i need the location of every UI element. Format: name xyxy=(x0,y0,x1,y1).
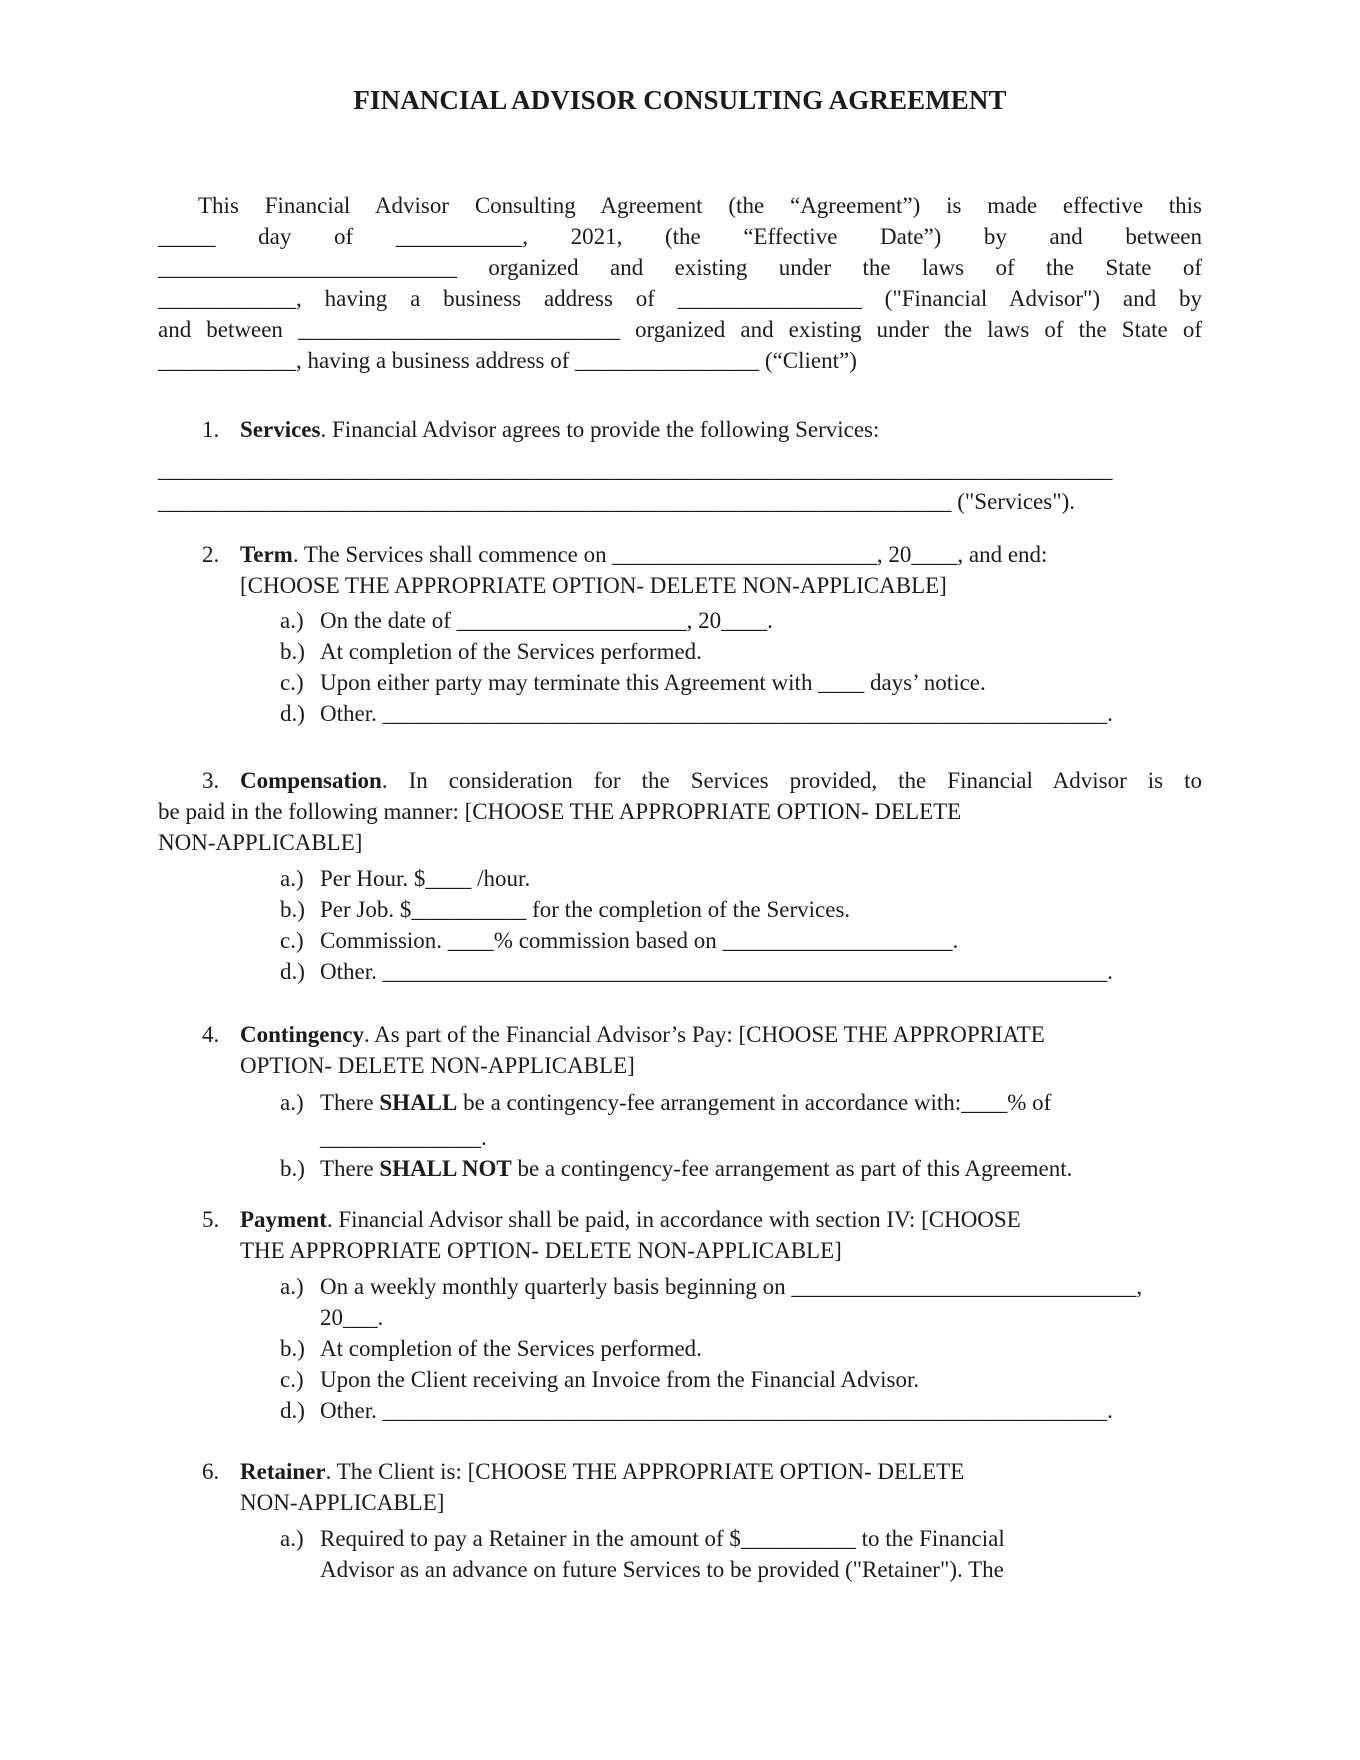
item-marker: b.) xyxy=(280,639,305,664)
services-blank: _____________________________________________________________________ xyxy=(158,489,952,514)
intro-line-2: _____ day of ___________, 2021, (the “Effective Date”) by and between xyxy=(158,224,1202,249)
list-item xyxy=(240,1153,1202,1184)
section-contingency-heading xyxy=(240,1019,1202,1050)
services-blank-line-2 xyxy=(158,486,1202,518)
section-contingency-instruction: OPTION- DELETE NON-APPLICABLE] xyxy=(240,1053,635,1078)
item-text: On the date of ____________________, 20____. xyxy=(320,608,773,633)
section-compensation-options xyxy=(158,863,1202,987)
intro-line-4: ____________, having a business address of ________________ ("Financial Advisor") and by xyxy=(158,286,1202,311)
services-fill-in-lines xyxy=(158,454,1202,518)
section-compensation-line3: NON-APPLICABLE] xyxy=(158,830,363,855)
item-text: Per Hour. $____ /hour. xyxy=(320,866,531,891)
intro-line-1: This Financial Advisor Consulting Agreement (the “Agreement”) is made effective this xyxy=(198,193,1202,218)
intro-line-6: ____________, having a business address of ________________ (“Client”) xyxy=(158,348,857,373)
item-marker: b.) xyxy=(280,1156,305,1181)
item-marker: a.) xyxy=(280,608,304,633)
item-blank-line: ______________. xyxy=(320,1125,487,1150)
section-payment-number: 5. xyxy=(202,1207,220,1232)
item-marker: a.) xyxy=(280,1274,304,1299)
list-item xyxy=(240,1364,1202,1395)
item-marker: c.) xyxy=(280,1367,304,1392)
item-marker: d.) xyxy=(280,1398,305,1423)
item-marker: a.) xyxy=(280,1090,304,1115)
list-item xyxy=(240,1333,1202,1364)
item-text-bold: SHALL xyxy=(379,1090,458,1115)
list-item xyxy=(240,1087,1202,1153)
list-item xyxy=(240,698,1202,729)
section-payment-text: . Financial Advisor shall be paid, in accordance with section IV: [CHOOSE xyxy=(326,1207,1021,1232)
item-text-post: be a contingency-fee arrangement in accordance with:____% of xyxy=(457,1090,1052,1115)
section-term-label: Term xyxy=(240,542,293,567)
item-text: Commission. ____% commission based on ____________________. xyxy=(320,928,959,953)
item-text-post: be a contingency-fee arrangement as part of this Agreement. xyxy=(511,1156,1073,1181)
section-term-heading xyxy=(240,539,1202,570)
services-blank-suffix: ("Services"). xyxy=(951,489,1076,514)
section-payment xyxy=(158,1204,1202,1426)
section-contingency xyxy=(158,1019,1202,1184)
section-services xyxy=(158,414,1202,445)
item-marker: d.) xyxy=(280,959,305,984)
section-services-text: . Financial Advisor agrees to provide the following Services: xyxy=(320,417,880,442)
list-item xyxy=(240,1523,1202,1585)
section-compensation-label: Compensation xyxy=(240,768,382,793)
section-services-label: Services xyxy=(240,417,321,442)
section-compensation xyxy=(158,765,1202,987)
list-item xyxy=(158,925,1202,956)
section-retainer xyxy=(158,1456,1202,1585)
section-retainer-label: Retainer xyxy=(240,1459,326,1484)
intro-line-5: and between ____________________________ organized and existing under the laws of the State of xyxy=(158,317,1202,342)
item-marker: b.) xyxy=(280,897,305,922)
list-item xyxy=(158,863,1202,894)
section-contingency-text: . As part of the Financial Advisor’s Pay: [CHOOSE THE APPROPRIATE xyxy=(363,1022,1045,1047)
section-term-text: . The Services shall commence on _______________________, 20____, and end: xyxy=(292,542,1048,567)
item-marker: b.) xyxy=(280,1336,305,1361)
item-marker: d.) xyxy=(280,701,305,726)
list-item xyxy=(158,894,1202,925)
section-payment-label: Payment xyxy=(240,1207,327,1232)
item-text: Other. _______________________________________________________________. xyxy=(320,701,1113,726)
item-text-pre: There xyxy=(320,1156,380,1181)
item-text: At completion of the Services performed. xyxy=(320,639,702,664)
document-title: FINANCIAL ADVISOR CONSULTING AGREEMENT xyxy=(353,85,1007,115)
list-item xyxy=(240,605,1202,636)
intro-paragraph xyxy=(158,190,1202,376)
section-payment-options xyxy=(240,1271,1202,1426)
item-text-bold: SHALL NOT xyxy=(379,1156,512,1181)
item-marker: a.) xyxy=(280,866,304,891)
list-item xyxy=(240,636,1202,667)
item-text: Required to pay a Retainer in the amount of $__________ to the Financial xyxy=(320,1526,1005,1551)
item-marker: c.) xyxy=(280,928,304,953)
item-text: Other. _______________________________________________________________. xyxy=(320,959,1113,984)
list-item xyxy=(240,1271,1202,1333)
section-payment-instruction: THE APPROPRIATE OPTION- DELETE NON-APPLICABLE] xyxy=(240,1238,842,1263)
item-text: Upon either party may terminate this Agreement with ____ days’ notice. xyxy=(320,670,986,695)
item-text-pre: There xyxy=(320,1090,380,1115)
section-payment-heading xyxy=(240,1204,1202,1235)
item-text xyxy=(320,1087,1202,1118)
section-retainer-text: . The Client is: [CHOOSE THE APPROPRIATE OPTION- DELETE xyxy=(325,1459,965,1484)
section-services-heading xyxy=(240,414,1202,445)
item-text: Upon the Client receiving an Invoice from the Financial Advisor. xyxy=(320,1367,920,1392)
item-text: On a weekly monthly quarterly basis beginning on ______________________________, xyxy=(320,1274,1143,1299)
list-item xyxy=(240,1395,1202,1426)
section-retainer-instruction: NON-APPLICABLE] xyxy=(240,1490,445,1515)
item-text: At completion of the Services performed. xyxy=(320,1336,702,1361)
section-term-number: 2. xyxy=(202,542,220,567)
item-text: Per Job. $__________ for the completion of the Services. xyxy=(320,897,851,922)
item-text-continued: Advisor as an advance on future Services to be provided ("Retainer"). The xyxy=(320,1557,1004,1582)
section-compensation-number: 3. xyxy=(202,768,220,793)
section-compensation-line2: be paid in the following manner: [CHOOSE THE APPROPRIATE OPTION- DELETE xyxy=(158,799,962,824)
item-text-continued: 20___. xyxy=(320,1305,384,1330)
item-marker: c.) xyxy=(280,670,304,695)
section-compensation-heading xyxy=(158,765,1202,796)
section-term-instruction: [CHOOSE THE APPROPRIATE OPTION- DELETE NON-APPLICABLE] xyxy=(240,573,947,598)
section-contingency-options xyxy=(240,1087,1202,1184)
section-term-options xyxy=(240,605,1202,729)
list-item xyxy=(158,956,1202,987)
services-blank-line-1: ___________________________________________________________________________________ xyxy=(158,457,1113,482)
intro-line-3: __________________________ organized and existing under the laws of the State of xyxy=(158,255,1202,280)
section-term xyxy=(158,539,1202,729)
section-retainer-heading xyxy=(240,1456,1202,1487)
section-contingency-number: 4. xyxy=(202,1022,220,1047)
section-retainer-number: 6. xyxy=(202,1459,220,1484)
section-retainer-options xyxy=(240,1523,1202,1585)
item-marker: a.) xyxy=(280,1526,304,1551)
item-text xyxy=(320,1153,1202,1184)
section-compensation-text: . In consideration for the Services provided, the Financial Advisor is to xyxy=(381,768,1202,793)
list-item xyxy=(240,667,1202,698)
section-services-number: 1. xyxy=(202,417,220,442)
item-text: Other. _______________________________________________________________. xyxy=(320,1398,1113,1423)
section-contingency-label: Contingency xyxy=(240,1022,364,1047)
